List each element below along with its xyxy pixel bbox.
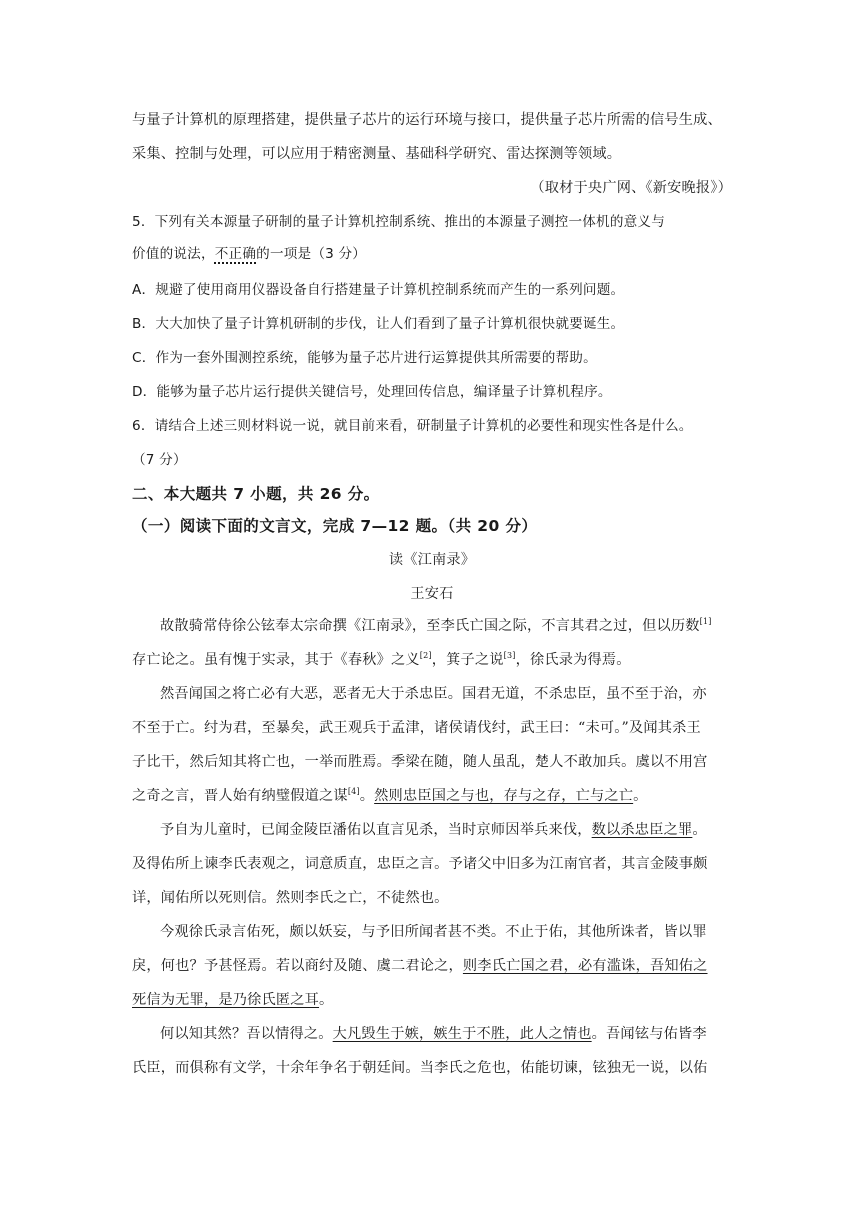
footnote-marker: [3] — [503, 651, 516, 660]
passage-line: 及得佑所上谏李氏表观之，词意质直，忠臣之言。予诸父中旧多为江南官者，其言金陵事颇 — [132, 856, 708, 872]
passage-line — [132, 786, 732, 806]
material-text-line: 与量子计算机的原理搭建，提供量子芯片的运行环境与接口，提供量子芯片所需的信号生成、 — [132, 112, 722, 128]
passage-line: 子比干，然后知其将亡也，一举而胜焉。季梁在随，随人虽乱，楚人不敢加兵。虞以不用宫 — [132, 754, 708, 770]
option-b: B．大大加快了量子计算机研制的步伐，让人们看到了量子计算机很快就要诞生。 — [132, 316, 625, 332]
passage-line — [132, 650, 732, 670]
question-6-score: （7 分） — [132, 452, 187, 468]
sub-section-heading: （一）阅读下面的文言文，完成 7—12 题。（共 20 分） — [132, 517, 538, 535]
passage-text: ，徐氏录为得焉。 — [515, 652, 631, 668]
passage-text: 。吾闻铉与佑皆李 — [591, 1026, 707, 1042]
underlined-sentence: 数以杀忠臣之罪 — [591, 822, 693, 838]
passage-text: 。 — [359, 788, 375, 804]
passage-author: 王安石 — [410, 586, 454, 602]
passage-line: 然吾闻国之将亡必有大恶，恶者无大于杀忠臣。国君无道，不杀忠臣，虽不至于治，亦 — [160, 686, 707, 702]
option-c: C．作为一套外围测控系统，能够为量子芯片进行运算提供其所需要的帮助。 — [132, 350, 597, 366]
passage-text: 故散骑常侍徐公铉奉太宗命撰《江南录》，至李氏亡国之际，不言其君之过，但以历数 — [160, 618, 700, 634]
stem-text: 价值的说法， — [132, 246, 215, 262]
question-5-stem-line2 — [132, 244, 732, 264]
material-text-line: 采集、控制与处理，可以应用于精密测量、基础科学研究、雷达探测等领域。 — [132, 146, 622, 162]
passage-line — [160, 1024, 732, 1044]
passage-text: 。 — [633, 788, 648, 804]
passage-text: 存亡论之。虽有愧于实录，其于《春秋》之义 — [132, 652, 420, 668]
passage-line — [160, 616, 732, 636]
passage-title: 读《江南录》 — [388, 552, 476, 568]
passage-line: 不至于亡。纣为君，至暴矣，武王观兵于孟津，诸侯请伐纣，武王曰：“未可。”及闻其杀王 — [132, 720, 701, 736]
passage-text: ，箕子之说 — [431, 652, 504, 668]
underlined-sentence: 死信为无罪，是乃徐氏匿之耳 — [132, 992, 320, 1008]
question-6-stem: 6．请结合上述三则材料说一说，就目前来看，研制量子计算机的必要性和现实性各是什么。 — [132, 418, 693, 434]
footnote-marker: [1] — [699, 617, 712, 626]
footnote-marker: [4] — [347, 787, 360, 796]
passage-text: 。 — [692, 822, 707, 838]
underlined-sentence: 然则忠臣国之与也，存与之存，亡与之亡 — [374, 788, 634, 804]
source-citation: （取材于央广网、《新安晚报》） — [530, 180, 732, 196]
underlined-sentence: 则李氏亡国之君，必有滥诛，吾知佑之 — [462, 958, 708, 974]
passage-line: 氏臣，而俱称有文学，十余年争名于朝廷间。当李氏之危也，佑能切谏，铉独无一说，以佑 — [132, 1060, 708, 1076]
passage-text: 予自为儿童时，已闻金陵臣潘佑以直言见杀，当时京师因举兵来伐， — [160, 822, 592, 838]
passage-line: 详，闻佑所以死则信。然则李氏之亡，不徒然也。 — [132, 890, 449, 906]
underlined-sentence: 大凡毁生于嫉，嫉生于不胜，此人之情也 — [332, 1026, 592, 1042]
passage-line: 今观徐氏录言佑死，颇以妖妄，与予旧所闻者甚不类。不止于佑，其他所诛者，皆以罪 — [160, 924, 707, 940]
passage-line — [132, 990, 732, 1010]
option-a: A．规避了使用商用仪器设备自行搭建量子计算机控制系统而产生的一系列问题。 — [132, 282, 625, 298]
passage-line — [132, 956, 732, 976]
section-heading: 二、本大题共 7 小题，共 26 分。 — [132, 485, 380, 503]
stem-score: 的一项是（3 分） — [256, 246, 367, 262]
passage-line — [160, 820, 732, 840]
emphasis-not-correct: 不正确 — [214, 246, 257, 262]
option-d: D．能够为量子芯片运行提供关键信号，处理回传信息，编译量子计算机程序。 — [132, 384, 612, 400]
passage-text: 之奇之言，晋人始有纳璧假道之谋 — [132, 788, 348, 804]
passage-text: 戾，何也？予甚怪焉。若以商纣及随、虞二君论之， — [132, 958, 463, 974]
passage-text: 何以知其然？吾以情得之。 — [160, 1026, 333, 1042]
footnote-marker: [2] — [419, 651, 432, 660]
question-5-stem: 5．下列有关本源量子研制的量子计算机控制系统、推出的本源量子测控一体机的意义与 — [132, 214, 666, 230]
passage-text: 。 — [319, 992, 334, 1008]
